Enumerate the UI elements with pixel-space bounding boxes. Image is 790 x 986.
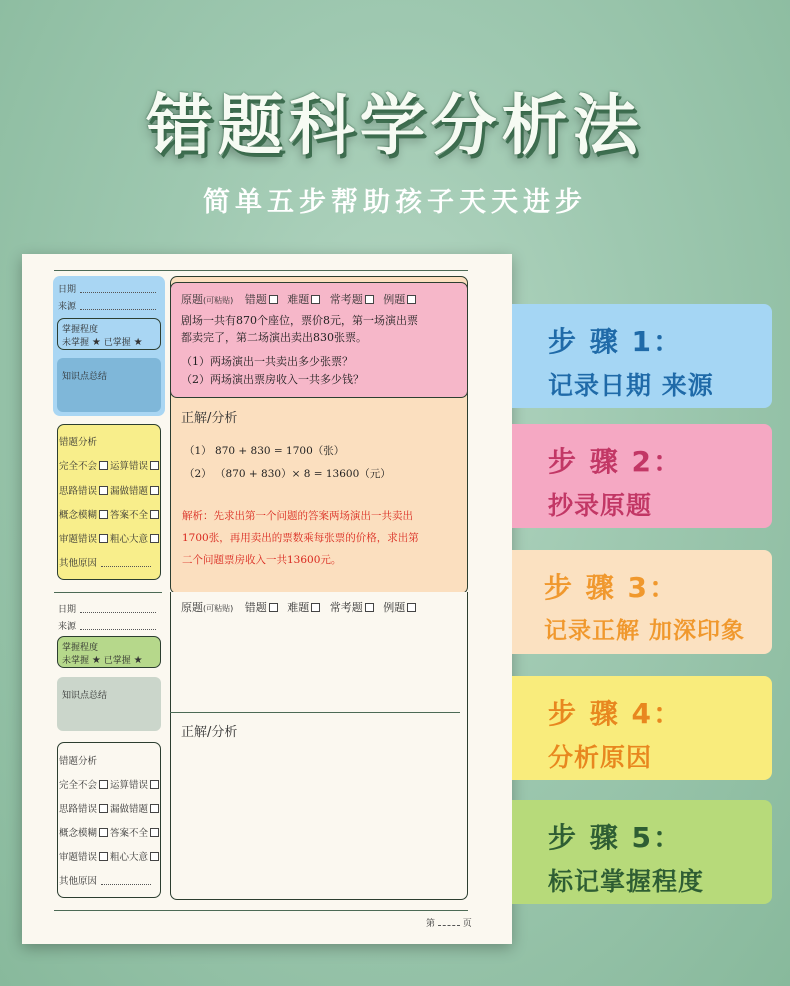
other-reason-field[interactable]: 其他原因	[59, 873, 151, 887]
date-label: 日期	[58, 285, 77, 295]
error-row[interactable]: 完全不会 运算错误	[59, 458, 159, 472]
summary-label: 知识点总结	[62, 691, 108, 701]
mastery-label: 掌握程度	[62, 325, 99, 335]
solution-label: 正解/分析	[181, 411, 238, 426]
other-reason-field[interactable]: 其他原因	[59, 555, 151, 569]
step-3-desc: 记录正解 加深印象	[544, 618, 746, 644]
step-1-desc: 记录日期 来源	[548, 371, 714, 400]
error-row[interactable]: 审题错误 粗心大意	[59, 849, 159, 863]
step-5-label: 步 骤 5：	[548, 821, 683, 854]
page-number: 第 页	[426, 919, 472, 929]
problem-line: 剧场一共有870个座位，票价8元，第一场演出票	[181, 314, 418, 327]
question-card-empty	[170, 592, 468, 900]
top-rule	[54, 270, 468, 271]
error-row[interactable]: 审题错误 粗心大意	[59, 531, 159, 545]
page-subtitle: 简单五步帮助孩子天天进步	[203, 187, 587, 218]
step-2-label: 步 骤 2：	[548, 445, 683, 478]
analysis-line: 1700张，再用卖出的票数乘每张票的价格，求出第	[182, 532, 419, 544]
error-row[interactable]: 概念模糊 答案不全	[59, 825, 159, 839]
step-5-desc: 标记掌握程度	[548, 867, 705, 896]
error-row[interactable]: 思路错误 漏做错题	[59, 483, 159, 497]
source-field[interactable]: 来源	[58, 619, 156, 632]
date-field[interactable]	[58, 282, 156, 295]
unmastered-label: 未掌握	[62, 338, 90, 348]
step-1-label: 步 骤 1：	[548, 325, 683, 358]
step-5-card	[512, 800, 772, 904]
step-4-card	[512, 676, 772, 780]
summary-box[interactable]	[57, 358, 161, 412]
step-2-desc: 抄录原题	[548, 491, 653, 520]
summary-box[interactable]	[57, 677, 161, 731]
answer-2: （2） （870 + 830）× 8 = 13600（元）	[184, 468, 391, 480]
solution-label: 正解/分析	[181, 725, 238, 740]
page-title: 错题科学分析法	[146, 87, 644, 164]
divider	[170, 712, 460, 713]
source-field[interactable]	[58, 299, 156, 312]
question-1: （1）两场演出一共卖出多少张票？	[181, 355, 353, 368]
star-icon[interactable]: ★	[91, 655, 101, 666]
error-row[interactable]: 概念模糊 答案不全	[59, 507, 159, 521]
error-title: 错题分析	[59, 756, 98, 767]
worksheet-sheet	[22, 254, 512, 944]
original-header: 原题(可粘贴) 错题 难题 常考题 例题	[181, 291, 416, 307]
source-label: 来源	[58, 302, 77, 312]
question-2: （2）两场演出票房收入一共多少钱？	[181, 373, 364, 386]
step-1-card	[512, 304, 772, 408]
mastered-label: 已掌握	[103, 338, 131, 348]
step-4-label: 步 骤 4：	[548, 697, 683, 730]
analysis-line: 二个问题票房收入一共13600元。	[182, 554, 342, 566]
divider	[54, 592, 162, 593]
answer-1: （1） 870 + 830 = 1700（张）	[184, 445, 345, 457]
bottom-rule	[54, 910, 468, 911]
error-row[interactable]: 思路错误 漏做错题	[59, 801, 159, 815]
star-icon[interactable]: ★	[133, 337, 143, 348]
step-3-card	[512, 550, 772, 654]
mastery-label: 掌握程度	[62, 643, 99, 653]
error-title: 错题分析	[59, 437, 98, 448]
step-4-desc: 分析原因	[548, 743, 653, 772]
error-row[interactable]: 完全不会 运算错误	[59, 777, 159, 791]
original-header[interactable]: 原题(可粘贴) 错题 难题 常考题 例题	[181, 599, 416, 615]
mastery-box[interactable]: 掌握程度 未掌握 ★ 已掌握 ★	[57, 636, 161, 668]
original-label: 原题	[181, 293, 203, 306]
mastery-box[interactable]	[57, 318, 161, 350]
step-2-card	[512, 424, 772, 528]
step-3-label: 步 骤 3：	[544, 571, 679, 604]
analysis-line: 解析：先求出第一个问题的答案两场演出一共卖出	[182, 510, 413, 522]
star-icon[interactable]: ★	[133, 655, 143, 666]
date-field[interactable]: 日期	[58, 602, 156, 615]
problem-line: 都卖完了，第二场演出卖出830张票。	[181, 331, 367, 344]
summary-label: 知识点总结	[62, 372, 108, 382]
star-icon[interactable]: ★	[91, 337, 101, 348]
